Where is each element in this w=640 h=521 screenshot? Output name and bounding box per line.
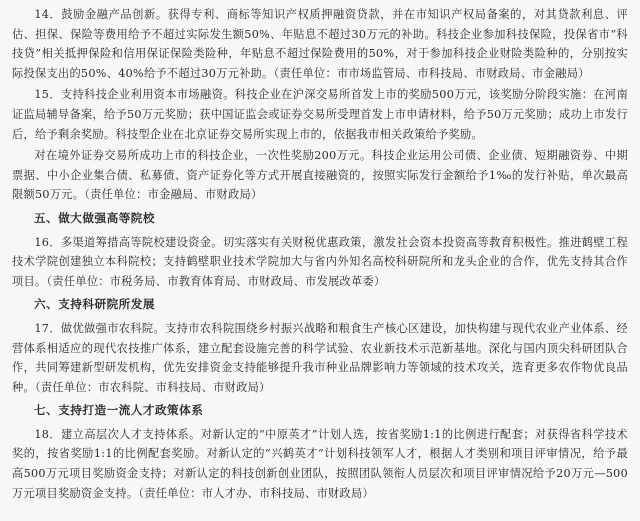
paragraph-16: 16．多渠道筹措高等院校建设资金。切实落实有关财税优惠政策，激发社会资本投资高等教育积极性。推进鹤壁工程技术学院创建独立本科院校；支持鹤壁职业技术学院加大与省内外知名高校科研院所和龙头企业的合作，优先支持其合作项目。（责任单位：市税务局、市教育体育局、市财政局、市发展改革委） [12, 235, 628, 288]
section-heading-7: 七、支持打造一流人才政策体系 [34, 403, 204, 418]
paragraph-15: 15．支持科技企业利用资本市场融资。科技企业在沪深交易所首发上市的奖励500万元，该奖励分阶段实施：在河南证监局辅导备案，给予50万元奖励；获中国证监会或证券交易所受理首发上市申请材料，给予50万元奖励；成功上市发行后，给予剩余奖励。科技型企业在北京证券交易所实现上市的，依据我市相关政策给予奖励。 [12, 88, 628, 141]
paragraph-18: 18．建立高层次人才支持体系。对新认定的“中原英才”计划人选，按省奖励1:1的比例进行配套；对获得省科学技术奖的，按省奖励1:1的比例配套奖励。对新认定的“兴鹤英才”计划科技领军人才，根据人才类别和项目评审情况，给予最高500万元项目奖励资金支持；对新认定的科技创新创业团队，按照团队领衔人员层次和项目评审情况给予20万元—500万元项目奖励资金支持。（责任单位：市人才办、市科技局、市财政局） [12, 427, 628, 500]
paragraph-14: 14．鼓励金融产品创新。获得专利、商标等知识产权质押融资贷款，并在市知识产权局备案的，对其贷款利息、评估、担保、保险等费用给予不超过实际发生额50%、年贴息不超过30万元的补助。科技企业参加科技保险，投保省市“科技贷”相关抵押保险和信用保证保险类险种，年贴息不超过保险费用的50%，对于参加科技企业财险类险种的，分别按实际投保支出的50%、40%给予不超过30万元补助。（责任单位：市市场监管局、市科技局、市财政局、市金融局） [12, 8, 628, 80]
section-heading-5: 五、做大做强高等院校 [34, 210, 155, 225]
paragraph-17: 17．做优做强市农科院。支持市农科院围绕乡村振兴战略和粮食生产核心区建设，加快构建与现代农业产业体系、经营体系相适应的现代农技推广体系，建立配套设施完善的科学试验、农业新技术示范新基地。深化与国内顶尖科研团队合作，共同筹建新型研发机构，优先安排资金支持能够提升我市种业品牌影响力等领域的技术攻关，选育更多农作物优良品种。（责任单位：市农科院、市科技局、市财政局） [12, 321, 628, 394]
section-heading-6: 六、支持科研院所发展 [34, 297, 155, 312]
paragraph-15-overseas: 对在境外证券交易所成功上市的科技企业，一次性奖励200万元。科技企业运用公司债、企业债、短期融资券、中期票据、中小企业集合债、私募债、资产证券化等方式开展直接融资的，按照实际发行金额给予1‰的发行补贴，单次最高限额50万元。（责任单位：市金融局、市财政局） [12, 149, 628, 202]
